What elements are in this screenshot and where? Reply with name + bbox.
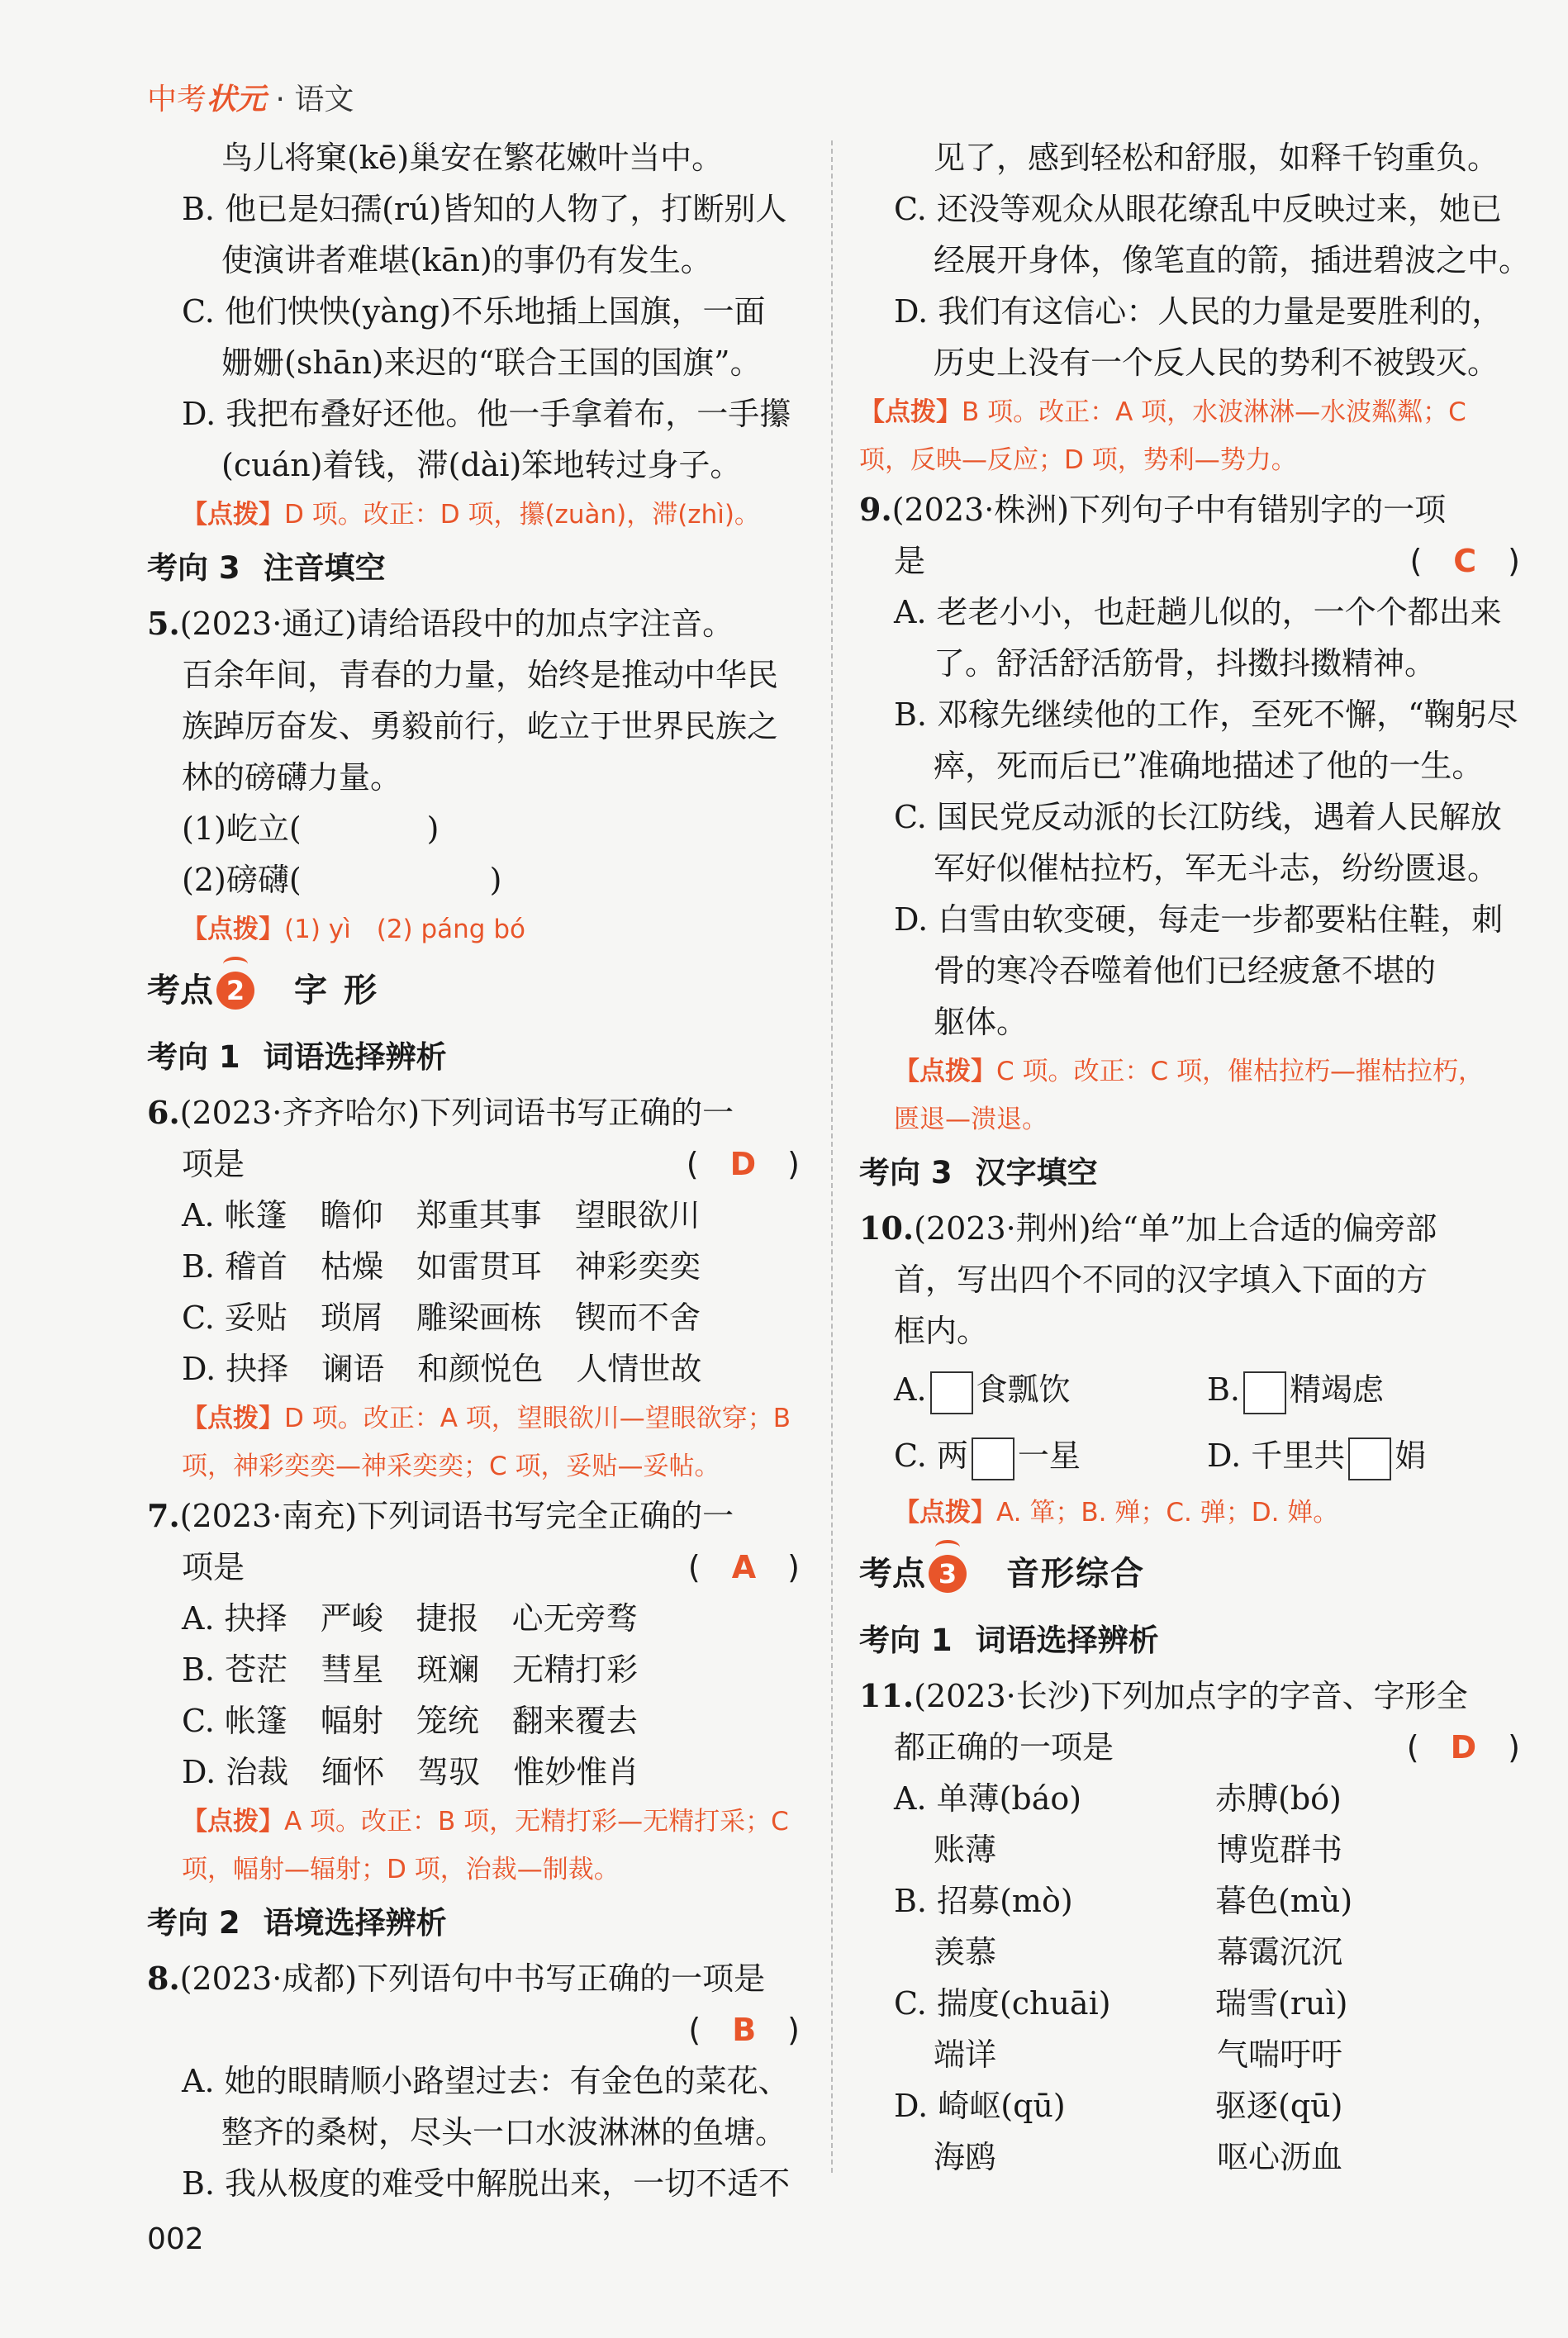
option-row: B. 招募(mò) 暮色(mù)	[894, 1883, 1353, 1919]
option-b: B. 他已是妇孺(rú)皆知的人物了，打断别人	[182, 191, 787, 227]
option-row: C. 妥贴 琐屑 雕梁画栋 锲而不舍	[182, 1300, 701, 1336]
option-text: (cuán)着钱，滞(dài)笨地转过身子。	[221, 447, 742, 483]
option-row: B. 稽首 枯燥 如雷贯耳 神彩奕奕	[182, 1248, 701, 1285]
question-9: 9.(2023·株洲)下列句子中有错别字的一项	[859, 491, 1447, 528]
option-a: A. 老老小小，也赶趟儿似的，一个个都出来	[894, 594, 1502, 630]
option-b: B. 我从极度的难受中解脱出来，一切不适不	[182, 2165, 791, 2202]
hint: 【点拨】B 项。改正：A 项，水波淋淋—水波粼粼；C	[859, 397, 1466, 427]
question-6: 6.(2023·齐齐哈尔)下列词语书写正确的一	[147, 1094, 734, 1131]
question-5: 5.(2023·通辽)请给语段中的加点字注音。	[147, 605, 734, 642]
option-row: 羡慕 幕霭沉沉	[934, 1934, 1342, 1970]
left-column: 鸟儿将窠(kē)巢安在繁花嫩叶当中。 B. 他已是妇孺(rú)皆知的人物了，打断别人 使演讲者难堪(kān)的事仍有发生。 C. 他们怏怏(yàng)不乐地插上国旗，一面 姗姗(shān)来迟的“联合王国的国旗”。 D. 我把布叠好还他。他一手拿着布，一手攥 (cuán)着钱，滞(dài)笨地转过身子。 【点拨】D 项。改正：D 项，攥(zuàn)，滞(zhì)。 考向 3 注音填空 5.(2023·通辽)请给语段中的加点字注音。 百余年间，青春的力量，始终是推动中华民 族踔厉奋发、勇毅前行，屹立于世界民族之 林的磅礴力量。 (1)屹立( ) (2)磅礴( ) 【点拨】(1) yì (2) páng bó 考点 2 字形 考向 1 词语选择辨析 6.(2023·齐齐哈尔)下列词语书写正确的一 项是 ( D ) A. 帐篷 瞻仰 郑重其事 望眼欲川 B. 稽首 枯燥 如雷贯耳 神彩奕奕 C. 妥贴 琐屑 雕梁画栋 锲而不舍 D. 抉择 谰语 和颜悦色 人情世故 【点拨】D 项。改正：A 项，望眼欲川—望眼欲穿；B 项，神彩奕奕—神采奕奕；C 项，妥贴—妥帖。 7.(2023·南充)下列词语书写完全正确的一 项是 ( A ) A. 抉择 严峻 捷报 心无旁骛 B. 苍茫 彗星 斑斓 无精打彩 C. 帐篷 幅射 笼统 翻来覆去 D. 治裁 缅怀 驾驭 惟妙惟肖 【点拨】A 项。改正：B 项，无精打彩—无精打采；C 项，幅射—辐射；D 项，治裁—制裁。 考向 2 语境选择辨析 8.(2023·成都)下列语句中书写正确的一项是 ( B ) A. 她的眼睛顺小路望过去：有金色的菜花、 整齐的桑树，尽头一口水波淋淋的鱼塘。 B. 我从极度的难受中解脱出来，一切不适不	[147, 132, 800, 2209]
option-text: 经展开身体，像笔直的箭，插进碧波之中。	[934, 242, 1531, 278]
kaodian-heading: 考点 3 音形综合	[859, 1555, 1145, 1593]
option-text: 了。舒活舒活筋骨，抖擞抖擞精神。	[934, 645, 1437, 682]
right-column: 见了，感到轻松和舒服，如释千钧重负。 C. 还没等观众从眼花缭乱中反映过来，她已 经展开身体，像笔直的箭，插进碧波之中。 D. 我们有这信心：人民的力量是要胜利的， 历史上没有一个反人民的势利不被毁灭。 【点拨】B 项。改正：A 项，水波淋淋—水波粼粼；C 项，反映—反应；D 项，势利—势力。 9.(2023·株洲)下列句子中有错别字的一项 是 ( C ) A. 老老小小，也赶趟儿似的，一个个都出来 了。舒活舒活筋骨，抖擞抖擞精神。 B. 邓稼先继续他的工作，至死不懈，“鞠躬尽 瘁，死而后已”准确地描述了他的一生。 C. 国民党反动派的长江防线，遇着人民解放 军好似催枯拉朽，军无斗志，纷纷匮退。 D. 白雪由软变硬，每走一步都要粘住鞋，刺 骨的寒冷吞噬着他们已经疲惫不堪的 躯体。 【点拨】C 项。改正：C 项，催枯拉朽—摧枯拉朽， 匮退—溃退。 考向 3 汉字填空 10.(2023·荆州)给“单”加上合适的偏旁部 首，写出四个不同的汉字填入下面的方 框内。 A. 食瓢饮 B. 精竭虑 C. 两 一星 D. 千里共 娟 【点拨】A. 箪；B. 殚；C. 弹；D. 婵。 考点 3 音形综合 考向 1 词语选择辨析 11.(2023·长沙)下列加点字的字音、字形全 都正确的一项是 ( D ) A. 单薄(báo) 赤膊(bó) 账薄 博览群书 B. 招募(mò) 暮色(mù) 羡慕 幕霭沉沉 C. 揣度(chuāi) 瑞雪(ruì) 端详 气喘吁吁 D. 崎岖(qū) 驱逐(qū) 海鸥 呕心沥血	[859, 132, 1520, 2183]
question-text: 首，写出四个不同的汉字填入下面的方	[894, 1262, 1428, 1298]
option-row: C. 两 一星 D. 千里共 娟	[859, 1423, 1520, 1489]
fill-blank: (1)屹立( )	[182, 810, 440, 847]
hint: 匮退—溃退。	[894, 1105, 1048, 1134]
option-row: 海鸥 呕心沥血	[934, 2139, 1342, 2175]
option-c: C. 国民党反动派的长江防线，遇着人民解放	[894, 799, 1502, 835]
option-row: D. 抉择 谰语 和颜悦色 人情世故	[182, 1351, 702, 1387]
option-row: A. 抉择 严峻 捷报 心无旁骛	[182, 1600, 638, 1637]
hint: 【点拨】A 项。改正：B 项，无精打彩—无精打采；C	[182, 1807, 789, 1837]
option-row: B. 苍茫 彗星 斑斓 无精打彩	[182, 1651, 639, 1688]
answer-box[interactable]	[1348, 1437, 1391, 1480]
option-row: A. 单薄(báo) 赤膊(bó)	[894, 1780, 1342, 1817]
hint: 项，反映—反应；D 项，势利—势力。	[859, 445, 1297, 475]
hint: 【点拨】C 项。改正：C 项，催枯拉朽—摧枯拉朽，	[894, 1057, 1484, 1086]
hint: 项，神彩奕奕—神采奕奕；C 项，妥贴—妥帖。	[182, 1452, 720, 1481]
option-text: 历史上没有一个反人民的势利不被毁灭。	[934, 345, 1499, 381]
answer: C	[1453, 543, 1477, 579]
section-heading: 考向 3 汉字填空	[859, 1155, 1098, 1190]
option-a: A. 她的眼睛顺小路望过去：有金色的菜花、	[182, 2063, 790, 2099]
section-heading: 考向 1 词语选择辨析	[147, 1039, 447, 1075]
brand-logo: 中考状元	[147, 83, 267, 116]
option-text: 见了，感到轻松和舒服，如释千钧重负。	[934, 140, 1499, 176]
passage-text: 族踔厉奋发、勇毅前行，屹立于世界民族之	[182, 708, 779, 744]
option-text: 整齐的桑树，尽头一口水波淋淋的鱼塘。	[221, 2114, 787, 2150]
kaodian-badge: 3	[929, 1555, 967, 1593]
option-row: D. 治裁 缅怀 驾驭 惟妙惟肖	[182, 1754, 639, 1790]
option-row: 端详 气喘吁吁	[934, 2036, 1342, 2073]
section-heading: 考向 3 注音填空	[147, 550, 386, 586]
option-row: 账薄 博览群书	[934, 1832, 1342, 1868]
option-text: 军好似催枯拉朽，军无斗志，纷纷匮退。	[934, 850, 1499, 886]
option-text: 使演讲者难堪(kān)的事仍有发生。	[221, 242, 712, 278]
passage-text: 百余年间，青春的力量，始终是推动中华民	[182, 657, 779, 693]
passage-text: 林的磅礴力量。	[182, 759, 402, 796]
hint: 【点拨】D 项。改正：A 项，望眼欲川—望眼欲穿；B	[182, 1404, 791, 1433]
hint: 项，幅射—辐射；D 项，治裁—制裁。	[182, 1855, 620, 1884]
option-text: 瘁，死而后已”准确地描述了他的一生。	[934, 748, 1484, 784]
question-8: 8.(2023·成都)下列语句中书写正确的一项是	[147, 1960, 766, 1997]
section-heading: 考向 1 词语选择辨析	[859, 1623, 1159, 1658]
section-heading: 考向 2 语境选择辨析	[147, 1905, 447, 1941]
option-text: 姗姗(shān)来迟的“联合王国的国旗”。	[221, 345, 762, 381]
answer: D	[729, 1146, 757, 1182]
question-11: 11.(2023·长沙)下列加点字的字音、字形全	[859, 1677, 1468, 1714]
answer-box[interactable]	[930, 1371, 973, 1414]
option-c: C. 还没等观众从眼花缭乱中反映过来，她已	[894, 191, 1502, 227]
answer: D	[1450, 1729, 1477, 1765]
hint: 【点拨】(1) yì (2) páng bó	[182, 915, 525, 944]
option-row: A. 食瓢饮 B. 精竭虑	[859, 1357, 1520, 1423]
answer: B	[732, 2012, 757, 2048]
question-7: 7.(2023·南充)下列词语书写完全正确的一	[147, 1497, 734, 1534]
question-text: 框内。	[894, 1313, 989, 1349]
answer: A	[731, 1549, 757, 1585]
option-d: D. 白雪由软变硬，每走一步都要粘住鞋，刺	[894, 901, 1504, 938]
column-divider	[831, 140, 833, 2173]
option-d: D. 我们有这信心：人民的力量是要胜利的，	[894, 293, 1504, 330]
option-row: C. 帐篷 幅射 笼统 翻来覆去	[182, 1703, 638, 1739]
option-b: B. 邓稼先继续他的工作，至死不懈，“鞠躬尽	[894, 696, 1518, 733]
hint: 【点拨】A. 箪；B. 殚；C. 弹；D. 婵。	[894, 1498, 1339, 1528]
answer-box[interactable]	[1243, 1371, 1286, 1414]
option-d: D. 我把布叠好还他。他一手拿着布，一手攥	[182, 396, 791, 432]
page-header: 中考状元 · 语文	[147, 83, 354, 116]
subject-label: 语文	[294, 83, 354, 116]
fill-blank: (2)磅礴( )	[182, 862, 502, 898]
question-10: 10.(2023·荆州)给“单”加上合适的偏旁部	[859, 1209, 1437, 1247]
page-number: 002	[147, 2222, 204, 2256]
hint: 【点拨】D 项。改正：D 项，攥(zuàn)，滞(zhì)。	[182, 500, 760, 530]
option-text: 骨的寒冷吞噬着他们已经疲惫不堪的	[934, 953, 1437, 989]
option-c: C. 他们怏怏(yàng)不乐地插上国旗，一面	[182, 293, 766, 330]
option-row: A. 帐篷 瞻仰 郑重其事 望眼欲川	[182, 1197, 701, 1233]
option-text: 躯体。	[934, 1004, 1029, 1040]
kaodian-heading: 考点 2 字形	[147, 972, 393, 1010]
option-row: C. 揣度(chuāi) 瑞雪(ruì)	[894, 1985, 1348, 2022]
answer-box[interactable]	[972, 1437, 1014, 1480]
kaodian-badge: 2	[216, 972, 254, 1010]
option-text: 鸟儿将窠(kē)巢安在繁花嫩叶当中。	[221, 140, 724, 176]
option-row: D. 崎岖(qū) 驱逐(qū)	[894, 2088, 1343, 2124]
